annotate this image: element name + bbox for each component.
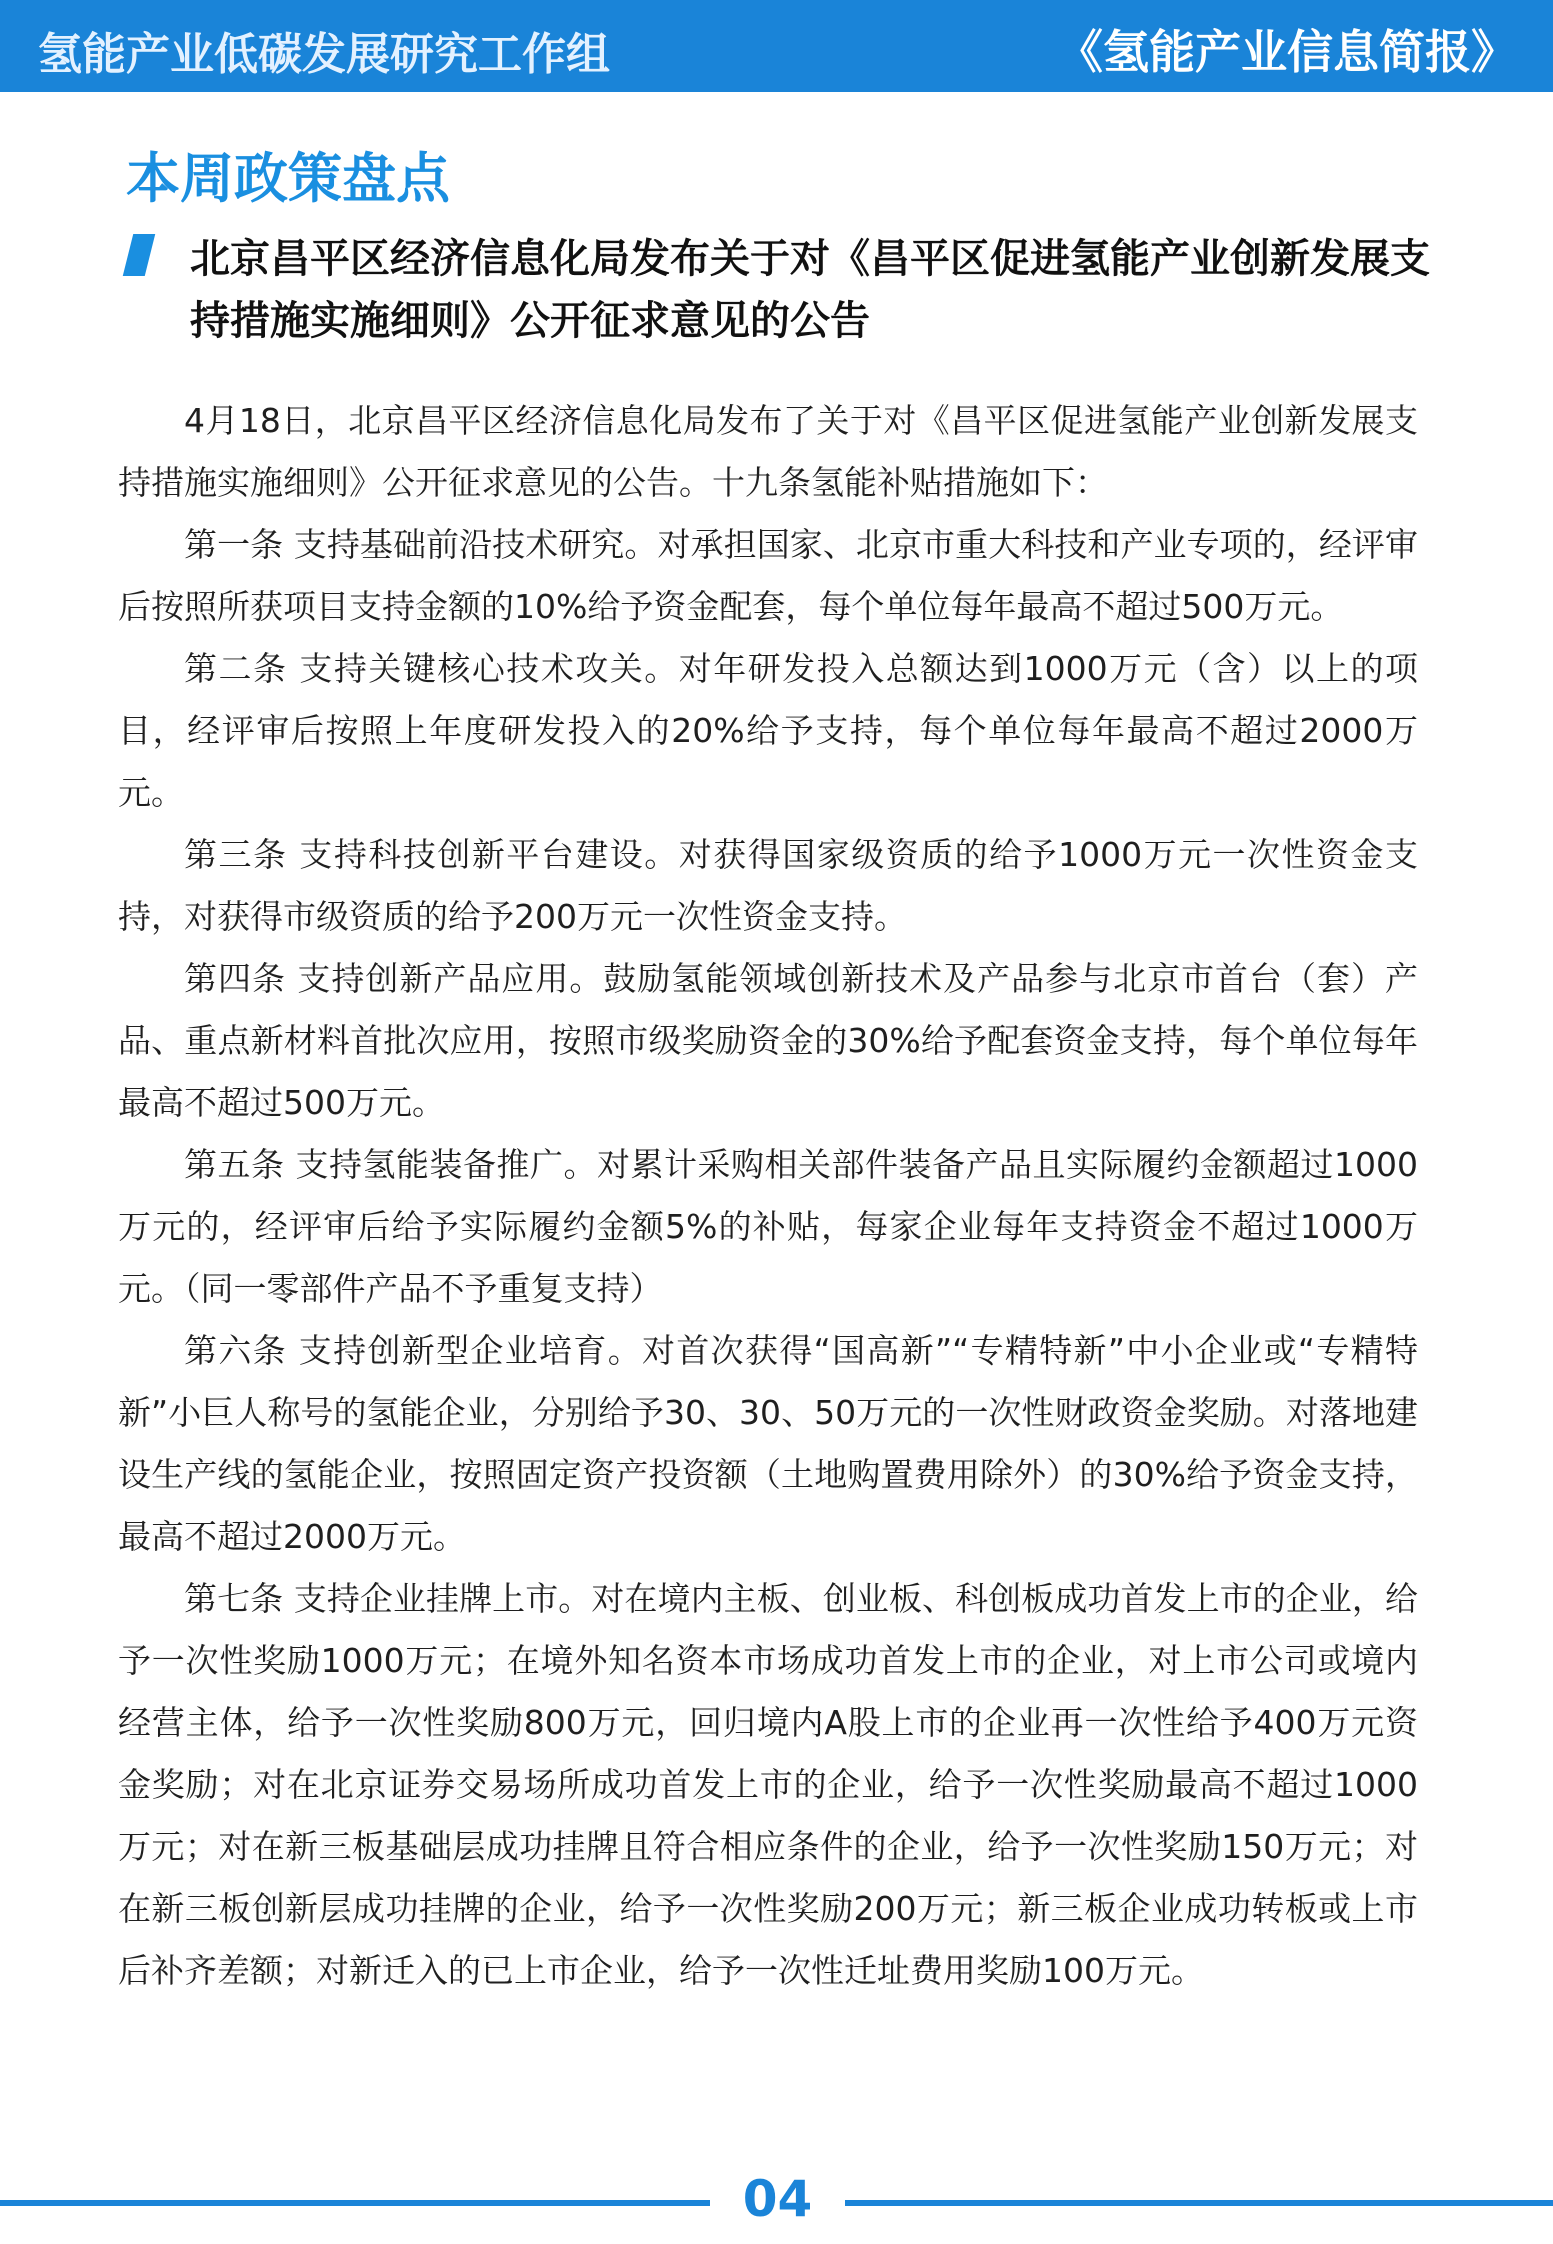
- paragraph-article-3: 第三条 支持科技创新平台建设。对获得国家级资质的给予1000万元一次性资金支持，对获得市级资质的给予200万元一次性资金支持。: [118, 835, 1418, 936]
- page-number: 04: [742, 2170, 813, 2228]
- publication-title: 《氢能产业信息简报》: [1057, 25, 1517, 79]
- paragraph-article-5: 第五条 支持氢能装备推广。对累计采购相关部件装备产品且实际履约金额超过1000万元的，经评审后给予实际履约金额5%的补贴，每家企业每年支持资金不超过1000万元。（同一零部件产品不予重复支持）: [118, 1145, 1418, 1308]
- section-title: 本周政策盘点: [126, 147, 450, 210]
- paragraph-article-1: 第一条 支持基础前沿技术研究。对承担国家、北京市重大科技和产业专项的，经评审后按照所获项目支持金额的10%给予资金配套，每个单位每年最高不超过500万元。: [118, 525, 1418, 626]
- paragraph-article-2: 第二条 支持关键核心技术攻关。对年研发投入总额达到1000万元（含）以上的项目，经评审后按照上年度研发投入的20%给予支持，每个单位每年最高不超过2000万元。: [118, 649, 1418, 812]
- paragraph-article-4: 第四条 支持创新产品应用。鼓励氢能领域创新技术及产品参与北京市首台（套）产品、重点新材料首批次应用，按照市级奖励资金的30%给予配套资金支持，每个单位每年最高不超过500万元。: [118, 959, 1418, 1122]
- header-bar: [0, 0, 1553, 92]
- article-title: 北京昌平区经济信息化局发布关于对《昌平区促进氢能产业创新发展支持措施实施细则》公开征求意见的公告: [190, 236, 1430, 344]
- paragraph-intro: 4月18日，北京昌平区经济信息化局发布了关于对《昌平区促进氢能产业创新发展支持措施实施细则》公开征求意见的公告。十九条氢能补贴措施如下：: [118, 401, 1418, 502]
- footer-divider-right: [845, 2200, 1553, 2206]
- organization-name: 氢能产业低碳发展研究工作组: [38, 29, 610, 80]
- paragraph-article-7: 第七条 支持企业挂牌上市。对在境内主板、创业板、科创板成功首发上市的企业，给予一次性奖励1000万元；在境外知名资本市场成功首发上市的企业，对上市公司或境内经营主体，给予一次性奖励800万元，回归境内A股上市的企业再一次性给予400万元资金奖励；对在北京证券交易场所成功首发上市的企业，给予一次性奖励最高不超过1000万元；对在新三板基础层成功挂牌且符合相应条件的企业，给予一次性奖励150万元；对在新三板创新层成功挂牌的企业，给予一次性奖励200万元；新三板企业成功转板或上市后补齐差额；对新迁入的已上市企业，给予一次性迁址费用奖励100万元。: [118, 1579, 1418, 1990]
- article-body: [118, 390, 1418, 2002]
- paragraph-article-6: 第六条 支持创新型企业培育。对首次获得“国高新”“专精特新”中小企业或“专精特新”小巨人称号的氢能企业，分别给予30、30、50万元的一次性财政资金奖励。对落地建设生产线的氢能企业，按照固定资产投资额（土地购置费用除外）的30%给予资金支持，最高不超过2000万元。: [118, 1331, 1418, 1556]
- title-marker-icon: [123, 234, 155, 276]
- footer-divider-left: [0, 2200, 710, 2206]
